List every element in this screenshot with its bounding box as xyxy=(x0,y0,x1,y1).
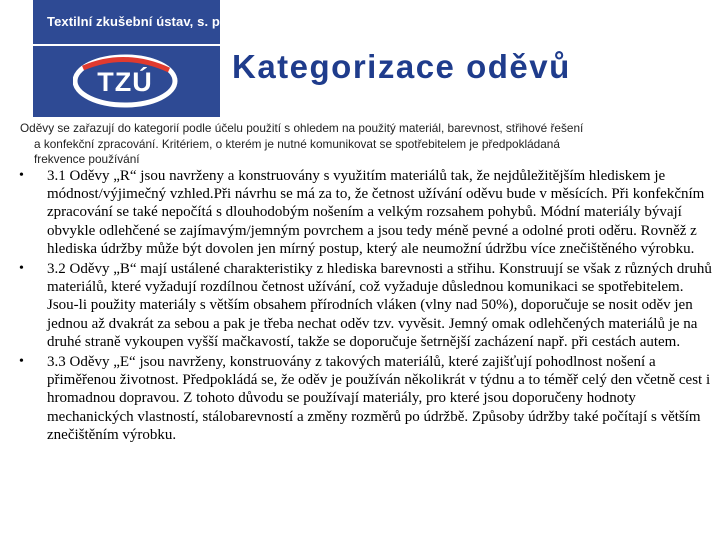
intro-line: Oděvy se zařazují do kategorií podle účelu použití s ohledem na použitý materiál, barevnost, střihové řešení xyxy=(20,121,584,135)
bullet-icon: • xyxy=(19,168,24,183)
tzu-logo-mark xyxy=(73,52,183,110)
list-item xyxy=(18,167,718,258)
logo-header-band xyxy=(33,0,224,46)
list-item xyxy=(18,353,718,444)
list-item-text: 3.2 Oděvy „B“ mají ustálené charakteristiky z hlediska barevnosti a střihu. Konstruují se však z různých druhů materiálů, které vyžadují rozdílnou četnost užívání, což vyžaduje důslednou komunikaci se spotřebitelem. Jsou-li použity materiály s větším obsahem přírodních vláken (vlny nad 50%), doporučuje se nosit oděv jen jednou až dvakrát za sebou a pak je třeba nechat oděv tzv. vyvěsit. Jemný omak odlehčených materiálů je na druhé straně vykoupen vyšší mačkavostí, takže se doporučuje šetrnější zacházení např. při cestách autem. xyxy=(47,261,712,350)
intro-line: a konfekční zpracování. Kritériem, o kterém je nutné komunikovat se spotřebitelem je předpokládaná xyxy=(34,136,560,151)
list-item-text: 3.3 Oděvy „E“ jsou navrženy, konstruovány z takových materiálů, které zajišťují pohodlnost nošení a přiměřenou životnost. Předpokládá se, že oděv je používán několikrát v týdnu a to téměř celý den včetně cest i hromadnou dopravou. Z tohoto důvodu se používají materiály, pro které jsou doporučeny hodnoty mechanických vlastností, stálobarevností a změny rozměrů po údržbě. Způsoby údržby také počítají s větším znečištěním výrobku. xyxy=(47,354,711,443)
intro-line: frekvence používání xyxy=(34,152,140,166)
category-list xyxy=(18,167,718,446)
tzu-logo xyxy=(33,0,224,117)
bullet-icon: • xyxy=(19,354,24,370)
list-item-text: 3.1 Oděvy „R“ jsou navrženy a konstruovány s využitím materiálů tak, že nejdůležitějším hlediskem je módnost/výjimečný vzhled.Při návrhu se má za to, že četnost užívání oděvu bude v měsících. Při konfekčním zpracování se také nepočítá s dlouhodobým nošením a velkým rozsahem pohybů. Módní materiály bývají obvykle odlehčené se zajímavým/jemným povrchem a jsou tedy méně pevné a odolné proti oděru. Rovněž z hlediska údržby může být dovolen jen mírný postup, který ale neumožní údržbu více znečištěného výrobku. xyxy=(47,168,705,257)
list-item xyxy=(18,260,718,351)
logo-org-name: Textilní zkušební ústav, s. p. xyxy=(47,14,224,29)
page-title: Kategorizace oděvů xyxy=(232,48,571,85)
intro-paragraph xyxy=(20,121,716,168)
logo-brand-text: TZÚ xyxy=(97,67,153,97)
bullet-icon: • xyxy=(19,261,24,277)
